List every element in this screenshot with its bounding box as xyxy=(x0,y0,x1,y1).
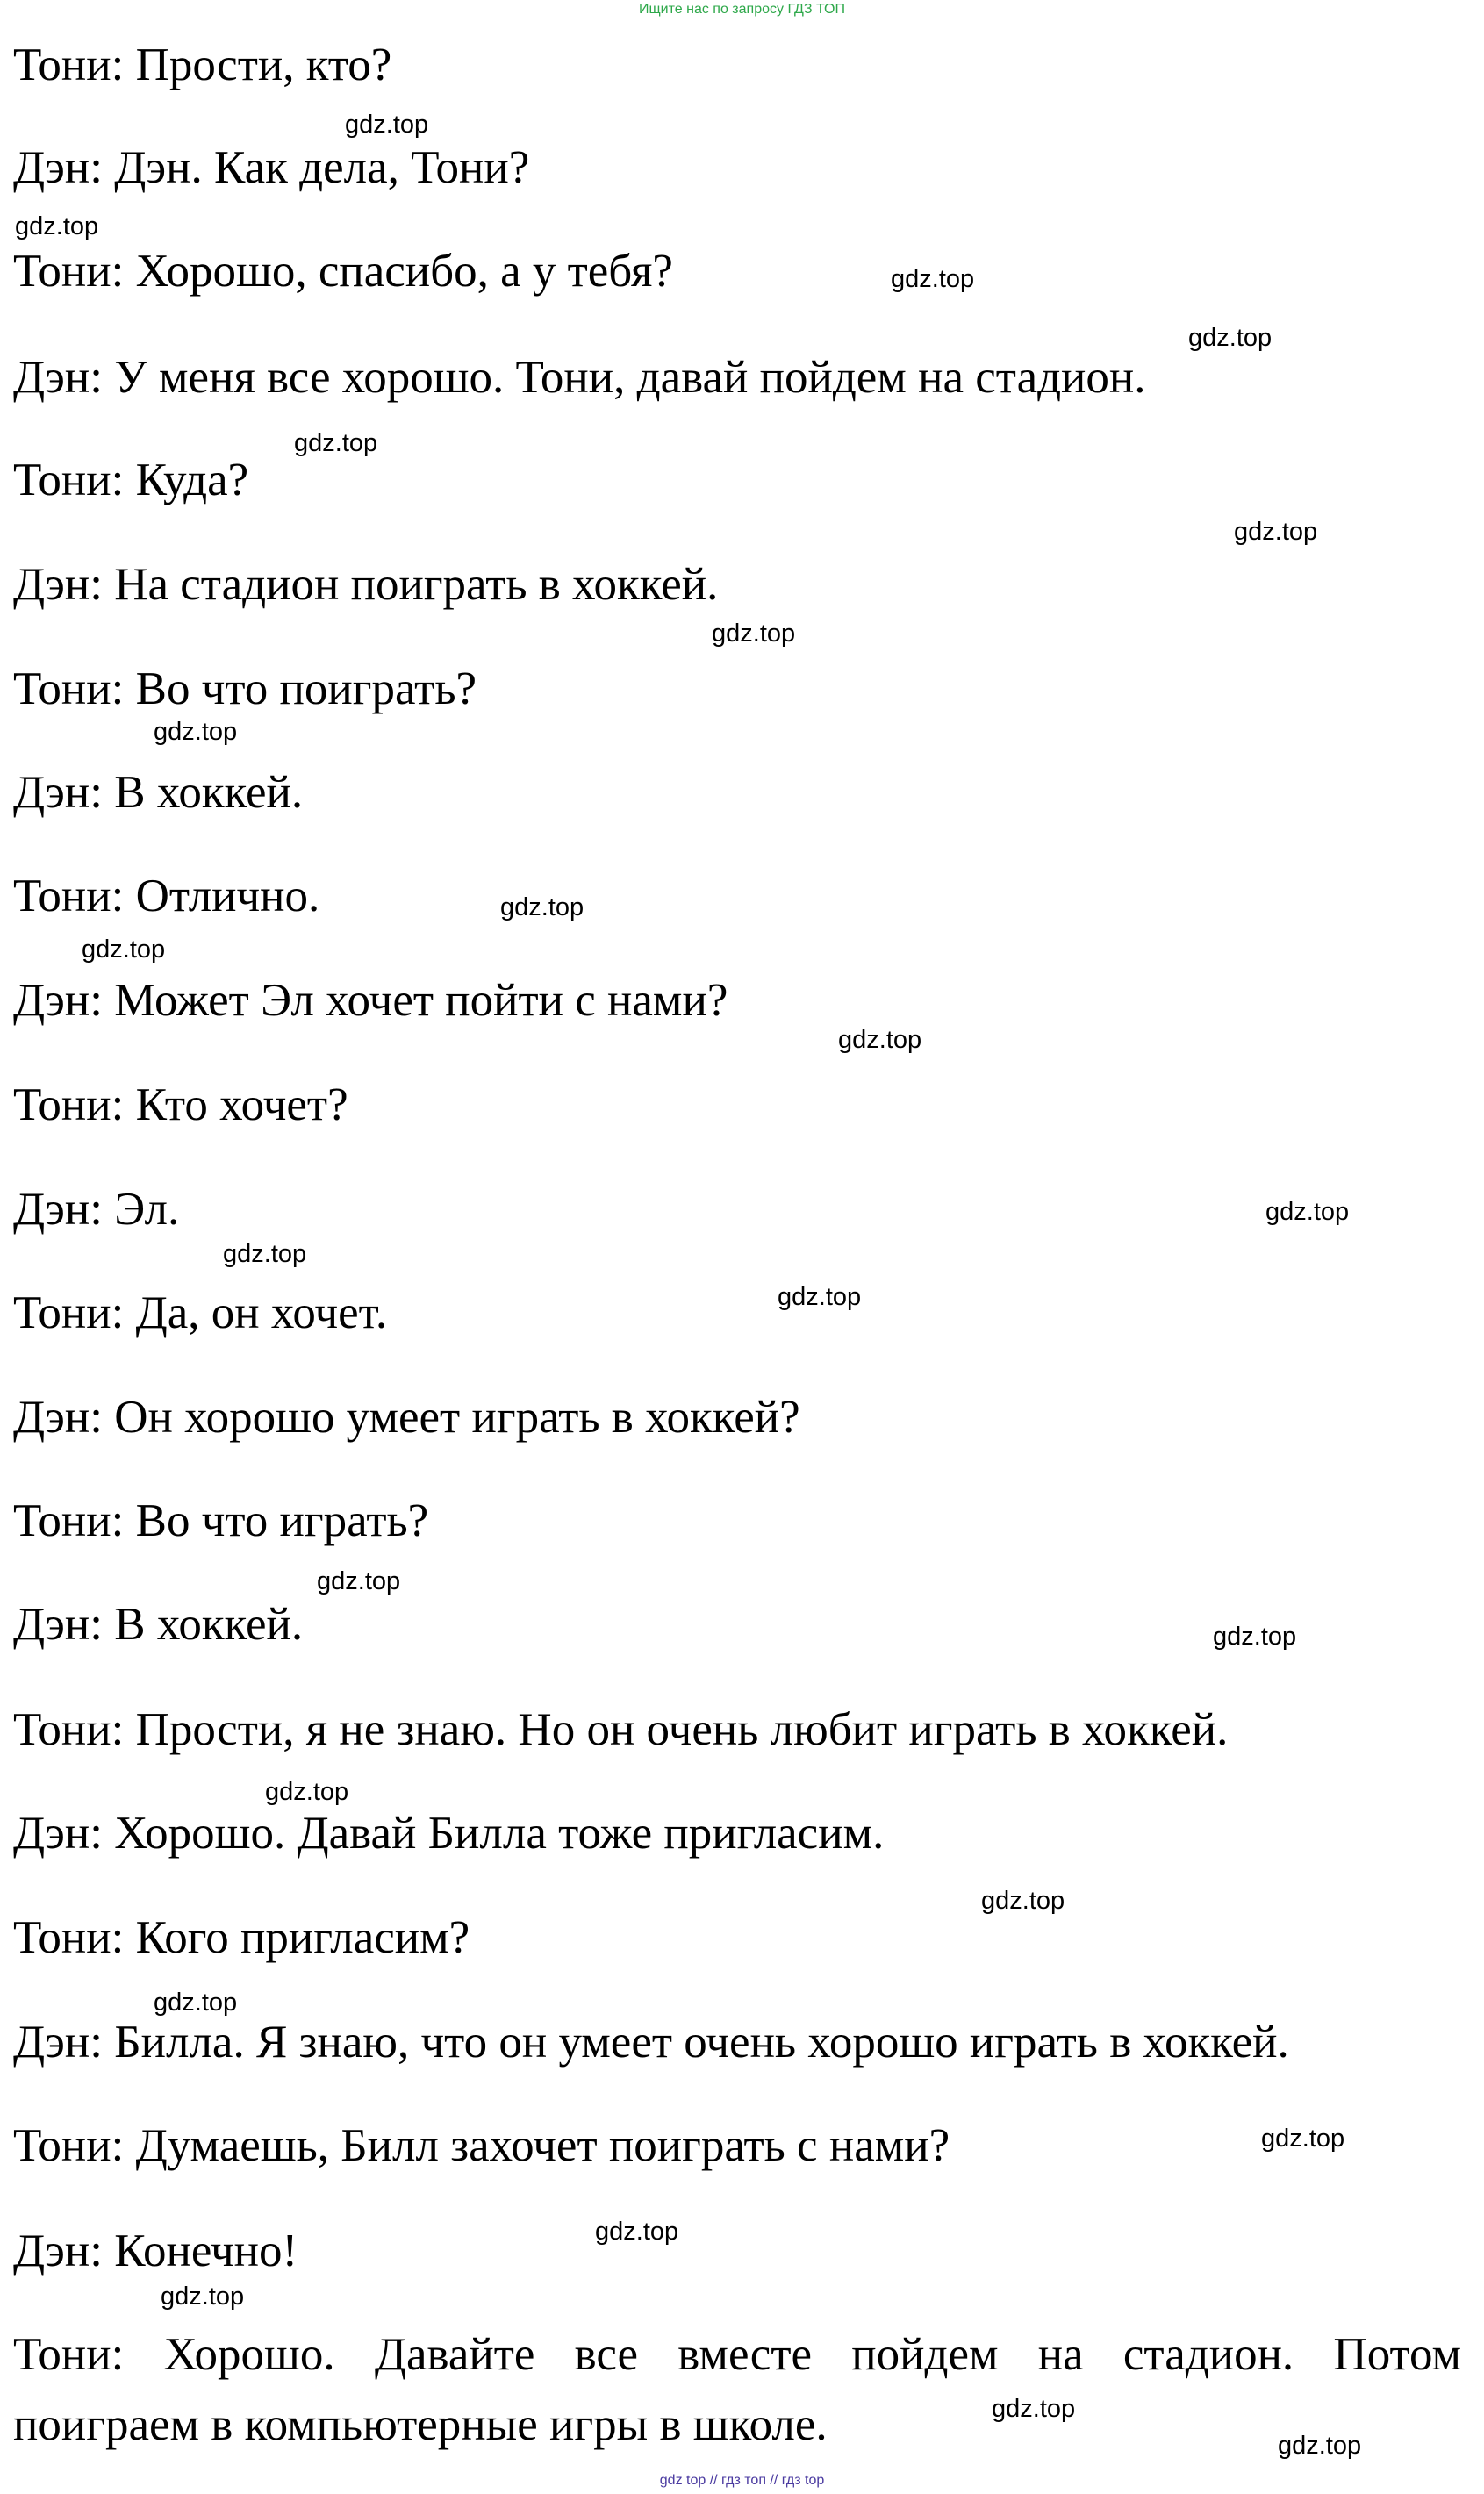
dialogue-line: Дэн: У меня все хорошо. Тони, давай пойдем на стадион. xyxy=(13,352,1146,403)
dialogue-line: Дэн: В хоккей. xyxy=(13,767,304,818)
watermark-label: gdz.top xyxy=(154,718,238,746)
dialogue-line: Тони: Кого пригласим? xyxy=(13,1912,470,1963)
footer-label: gdz top // гдз топ // гдз top xyxy=(659,2473,825,2488)
watermark-label: gdz.top xyxy=(294,429,378,457)
dialogue-line: Дэн: В хоккей. xyxy=(13,1599,304,1650)
dialogue-line: Дэн: Может Эл хочет пойти с нами? xyxy=(13,975,728,1026)
watermark-label: gdz.top xyxy=(1188,324,1273,352)
watermark-label: gdz.top xyxy=(265,1778,349,1806)
dialogue-line: Дэн: Конечно! xyxy=(13,2225,298,2276)
watermark-label: gdz.top xyxy=(15,212,99,240)
watermark-label: gdz.top xyxy=(1234,518,1318,546)
watermark-label: gdz.top xyxy=(223,1240,307,1268)
watermark-label: gdz.top xyxy=(778,1283,862,1311)
dialogue-line: Тони: Во что поиграть? xyxy=(13,663,477,714)
dialogue-line: Тони: Прости, кто? xyxy=(13,39,392,90)
dialogue-line: Дэн: Билла. Я знаю, что он умеет очень хорошо играть в хоккей. xyxy=(13,2017,1289,2068)
watermark-label: gdz.top xyxy=(500,893,584,921)
watermark-label: gdz.top xyxy=(992,2395,1076,2423)
watermark-label: gdz.top xyxy=(595,2218,679,2246)
dialogue-line: Тони: Кто хочет? xyxy=(13,1079,348,1130)
dialogue-line: Дэн: Он хорошо умеет играть в хоккей? xyxy=(13,1392,800,1443)
watermark-label: gdz.top xyxy=(891,265,975,293)
watermark-label: gdz.top xyxy=(317,1567,401,1595)
dialogue-line: Тони: Хорошо, спасибо, а у тебя? xyxy=(13,246,673,297)
watermark-label: gdz.top xyxy=(154,1989,238,2017)
watermark-label: gdz.top xyxy=(712,620,796,648)
dialogue-line: Тони: Во что играть? xyxy=(13,1495,429,1546)
watermark-label: gdz.top xyxy=(1265,1198,1350,1226)
watermark-label: gdz.top xyxy=(82,935,166,964)
watermark-label: gdz.top xyxy=(981,1887,1065,1915)
dialogue-line: Тони: Прости, я не знаю. Но он очень любит играть в хоккей. xyxy=(13,1704,1229,1755)
dialogue-line: Дэн: На стадион поиграть в хоккей. xyxy=(13,559,719,610)
watermark-label: gdz.top xyxy=(1213,1623,1297,1651)
dialogue-line: Дэн: Эл. xyxy=(13,1184,180,1235)
dialogue-line: Тони: Куда? xyxy=(13,455,249,505)
dialogue-line: Дэн: Хорошо. Давай Билла тоже пригласим. xyxy=(13,1808,885,1859)
dialogue-line: Тони: Хорошо. Давайте все вместе пойдем на стадион. Потом xyxy=(13,2329,1461,2380)
dialogue-line: Тони: Да, он хочет. xyxy=(13,1287,388,1338)
top-banner: Ищите нас по запросу ГДЗ ТОП xyxy=(639,2,845,17)
watermark-label: gdz.top xyxy=(838,1026,922,1054)
watermark-label: gdz.top xyxy=(161,2283,245,2311)
dialogue-line: Тони: Отлично. xyxy=(13,871,320,921)
dialogue-line: Тони: Думаешь, Билл захочет поиграть с нами? xyxy=(13,2120,950,2171)
dialogue-line: Дэн: Дэн. Как дела, Тони? xyxy=(13,142,530,193)
watermark-label: gdz.top xyxy=(1261,2125,1345,2153)
watermark-label: gdz.top xyxy=(345,111,429,139)
watermark-label: gdz.top xyxy=(1278,2432,1362,2460)
dialogue-line: поиграем в компьютерные игры в школе. xyxy=(13,2399,828,2450)
